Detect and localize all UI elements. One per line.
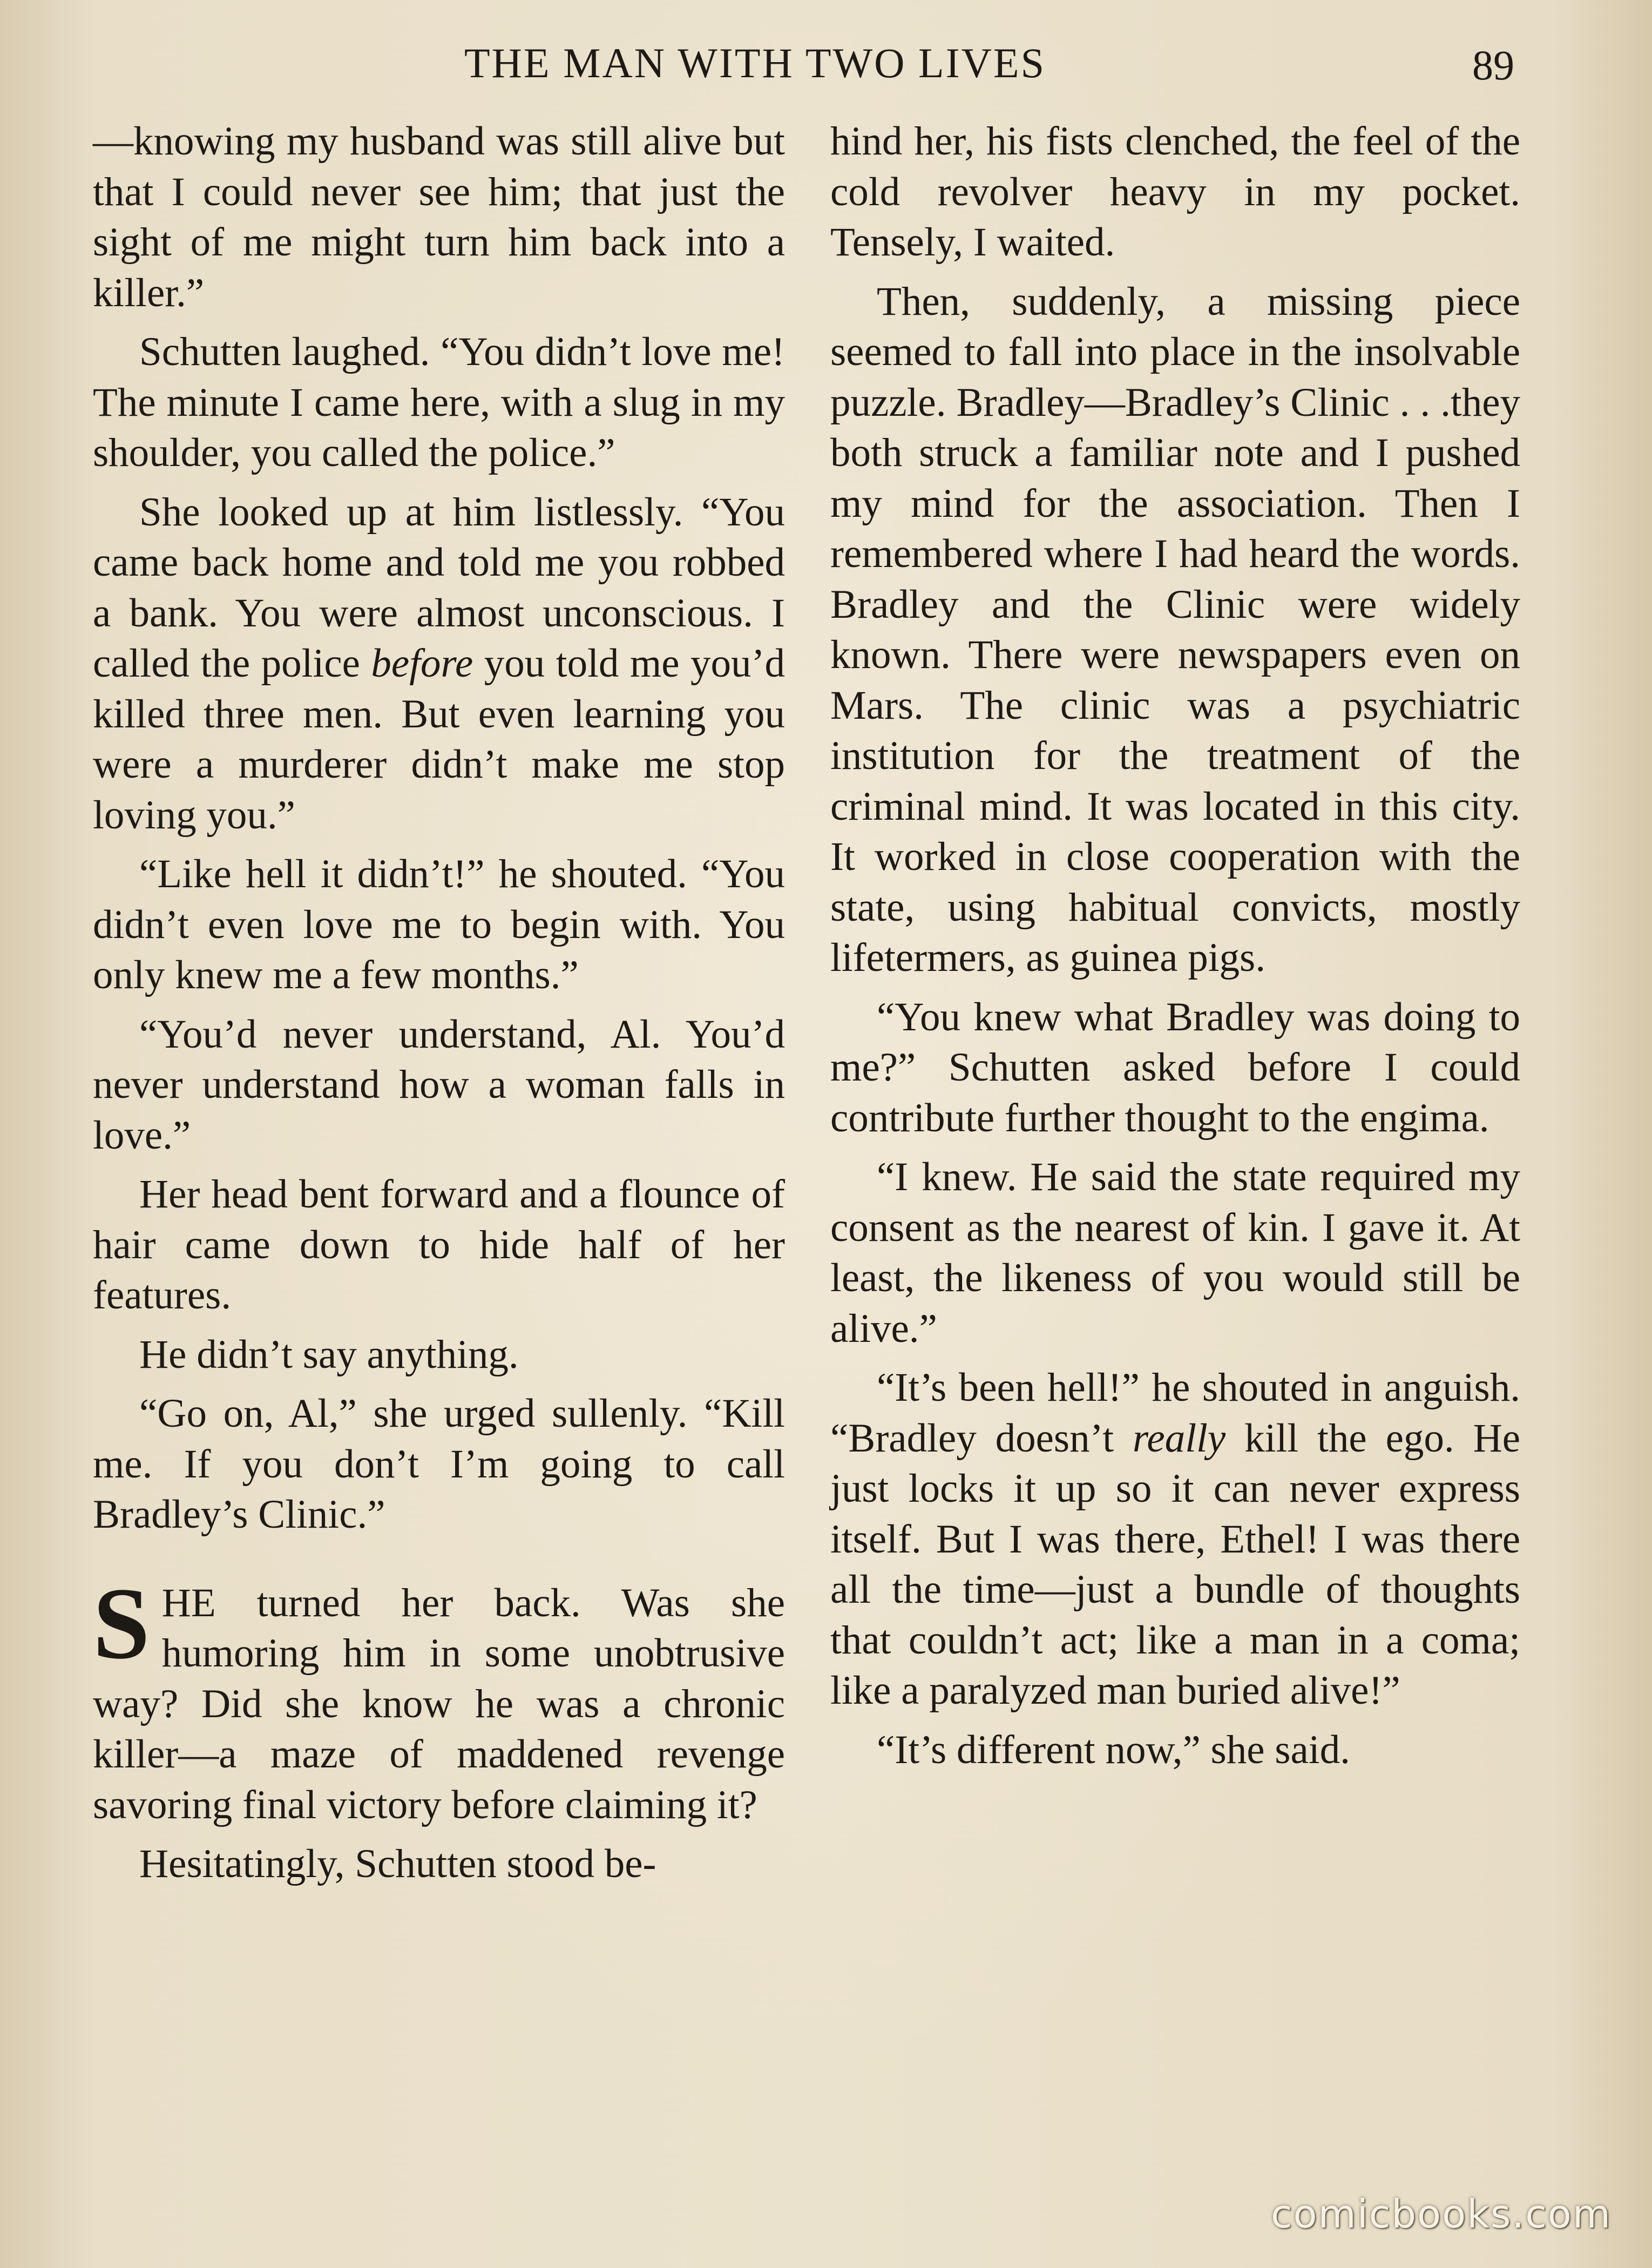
- paragraph: “Like hell it didn’t!” he shouted. “You didn’t even love me to begin with. You only knew me a few months.”: [93, 852, 785, 997]
- paragraph: Her head bent forward and a flounce of hair came down to hide half of her features.: [93, 1172, 785, 1318]
- right-column: [830, 116, 1520, 1784]
- emphasis-text: before: [371, 641, 473, 686]
- left-column: [93, 116, 785, 1898]
- paragraph: [93, 487, 785, 841]
- paragraph: Hesitatingly, Schutten stood be-: [139, 1841, 656, 1886]
- paragraph: He didn’t say anything.: [139, 1332, 519, 1377]
- paragraph: —knowing my husband was still alive but that I could never see him; that just the sight of me might turn him back into a killer.”: [93, 119, 785, 315]
- paragraph: [830, 1362, 1520, 1716]
- running-head: THE MAN WITH TWO LIVES: [464, 39, 1046, 86]
- paragraph: “You’d never understand, Al. You’d never understand how a woman falls in love.”: [93, 1011, 785, 1158]
- page-number: 89: [1472, 42, 1514, 89]
- paragraph: “You knew what Bradley was doing to me?” Schutten asked before I could contribute further thought to the engima.: [830, 994, 1520, 1140]
- watermark: comicbooks.com: [1270, 2191, 1612, 2237]
- paragraph-text: She looked up at him listlessly. “You came back home and told me you robbed a bank. You were almost unconscious. I called the police: [93, 489, 785, 686]
- paragraph-text: you told me you’d killed three men. But even learning you were a murderer didn’t make me stop loving you.”: [93, 641, 786, 838]
- paragraph: Schutten laughed. “You didn’t love me! The minute I came here, with a slug in my shoulder, you called the police.”: [93, 329, 785, 475]
- paragraph-text: “It’s been hell!” he shouted in anguish. “Bradley doesn’t: [830, 1365, 1520, 1461]
- paragraph: hind her, his fists clenched, the feel of the cold revolver heavy in my pocket. Tensely, I waited.: [830, 119, 1520, 265]
- paragraph-dropcap: [93, 1567, 785, 1831]
- paragraph-text: kill the ego. He just locks it up so it can never express itself. But I was there, Ethel! I was there all the time—just a bundle of thoughts that couldn’t act; like a man in a coma; like a paralyzed man buried alive!”: [830, 1415, 1521, 1713]
- paragraph-text: HE turned her back. Was she humoring him in some unobtrusive way? Did she know he was a chronic killer—a maze of maddened revenge savoring final victory before claiming it?: [93, 1580, 785, 1827]
- paragraph: Then, suddenly, a missing piece seemed to fall into place in the insolvable puzzle. Bradley—Bradley’s Clinic . . .they both struck a familiar note and I pushed my mind for the association. Then I remembered where I had heard the words. Bradley and the Clinic were widely known. There were newspapers even on Mars. The clinic was a psychiatric institution for the treatment of the criminal mind. It was located in this city. It worked in close cooperation with the state, using habitual convicts, mostly lifetermers, as guinea pigs.: [830, 279, 1520, 980]
- paragraph: “Go on, Al,” she urged sullenly. “Kill me. If you don’t I’m going to call Bradley’s Clinic.”: [93, 1391, 785, 1537]
- paragraph: “I knew. He said the state required my consent as the nearest of kin. I gave it. At least, the likeness of you would still be alive.”: [830, 1155, 1520, 1351]
- drop-cap: S: [93, 1567, 150, 1680]
- emphasis-text: really: [1133, 1415, 1226, 1461]
- page-header: [0, 33, 1652, 93]
- paragraph: “It’s different now,” she said.: [877, 1727, 1350, 1772]
